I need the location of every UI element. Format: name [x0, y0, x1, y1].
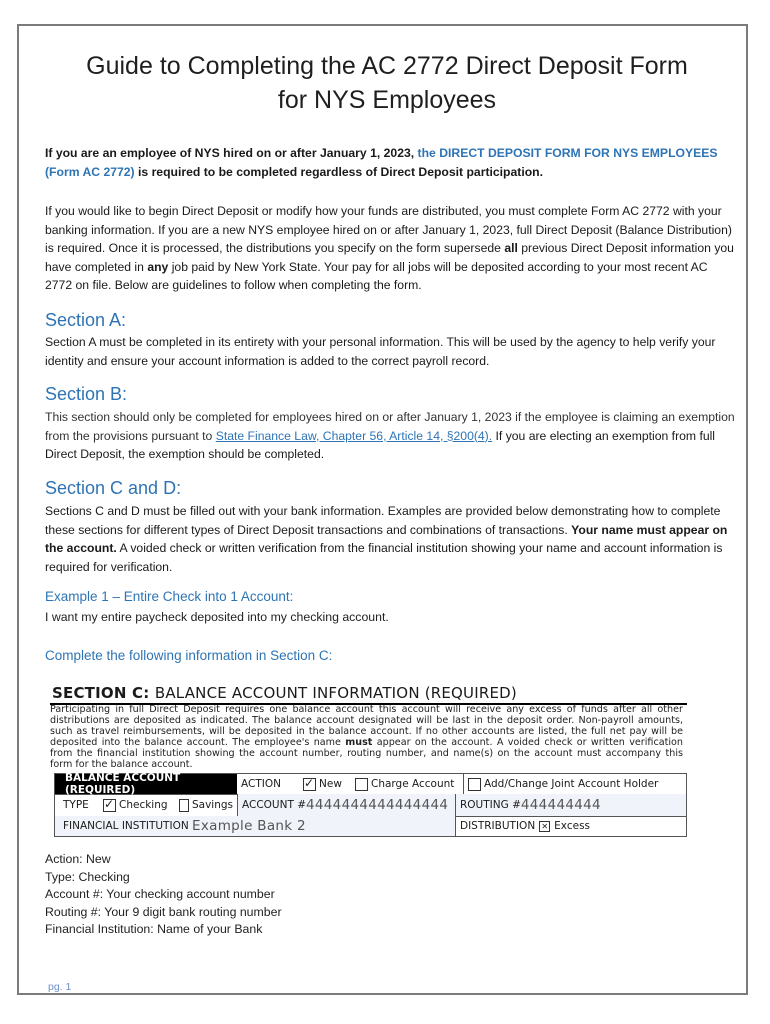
section-cd-body	[45, 502, 735, 576]
title-line-1: Guide to Completing the AC 2772 Direct Deposit Form	[86, 52, 688, 80]
distribution-checked-box[interactable]: ✕	[539, 821, 550, 832]
page-number: pg. 1	[48, 981, 72, 993]
section-c-form-sample	[50, 683, 687, 837]
joint-holder-checkbox[interactable]	[468, 778, 481, 791]
section-a-body: Section A must be completed in its entirety with your personal information. This will be used by the agency to help verify your identity and ensure your account information is added to the correct payroll record.	[45, 335, 716, 368]
form-row-type	[55, 794, 686, 817]
state-finance-law-link[interactable]: State Finance Law, Chapter 56, Article 14, §200(4).	[215, 428, 493, 443]
form-instructions-2: appear on the account. A voided check or written verification from the financial institution showing the account number, routing number, and name(s) on the account must accompany this form for the balance account.	[50, 737, 683, 770]
distribution-label: DISTRIBUTION	[460, 820, 536, 832]
form-section-title	[52, 684, 517, 702]
overview-paragraph	[45, 202, 735, 295]
section-b-heading: Section B:	[45, 384, 128, 404]
new-label: New	[319, 778, 342, 790]
title-line-2: for NYS Employees	[277, 86, 497, 114]
type-savings-option[interactable]	[175, 794, 237, 816]
overview-text-e: job paid by New York State. Your pay for all jobs will be deposited according to your most recent AC 2772 on file. Below are guidelines to follow when completing the form.	[45, 259, 708, 292]
checking-label: Checking	[119, 799, 168, 811]
form-instructions-must: must	[345, 737, 373, 748]
section-cd-heading: Section C and D:	[45, 478, 182, 498]
distribution-value: Excess	[554, 820, 591, 832]
financial-institution-label: FINANCIAL INSTITUTION	[63, 820, 189, 832]
balance-account-table	[54, 773, 687, 837]
summary-routing: Routing #: Your 9 digit bank routing number	[45, 905, 282, 919]
action-charge-option[interactable]	[351, 774, 463, 794]
charge-account-checkbox[interactable]	[355, 778, 368, 791]
section-b-text-1: This section should only be completed for employees hired on or after January 1, 2023 if the employee is claiming an exemption from the provisions pursuant to	[45, 410, 735, 443]
section-cd-text-2: A voided check or written verification from the financial institution showing your name and account information is required for verification.	[45, 541, 723, 574]
distribution-cell	[455, 816, 686, 836]
account-number-label: ACCOUNT #	[242, 799, 307, 811]
new-checkbox[interactable]	[303, 778, 316, 791]
account-number-value: 4444444444444444	[306, 797, 449, 813]
routing-number-value: 444444444	[520, 797, 601, 813]
joint-holder-label: Add/Change Joint Account Holder	[484, 778, 659, 790]
routing-number-label: ROUTING #	[460, 799, 521, 811]
summary-account: Account #: Your checking account number	[45, 887, 275, 901]
intro-text-1: If you are an employee of NYS hired on or after January 1, 2023,	[45, 146, 415, 160]
example-1-instruction: Complete the following information in Section C:	[45, 648, 333, 663]
form-row-action	[55, 774, 686, 795]
form-title-rest: BALANCE ACCOUNT INFORMATION (REQUIRED)	[154, 684, 517, 702]
section-cd-name-warning: Your name must appear on the account.	[45, 522, 728, 555]
overview-text-a: If you would like to begin Direct Deposit or modify how your funds are distributed, you must complete Form AC 2772 with your banking information. If you are a new NYS employee hired on or after January 1, 2023, full Direct Deposit (Balance Distribution) is required. Once it is processed, the distributions you specify on the form supersede	[45, 204, 732, 255]
section-b-text-2: If you are electing an exemption from full Direct Deposit, the exemption should be completed.	[45, 428, 716, 461]
form-title-bold: SECTION C:	[52, 684, 150, 702]
intro-text-2: is required to be completed regardless of Direct Deposit participation.	[138, 164, 544, 179]
charge-account-label: Charge Account	[371, 778, 455, 790]
summary-type: Type: Checking	[45, 870, 130, 884]
account-number-cell[interactable]	[237, 794, 455, 816]
section-b-body	[45, 408, 735, 464]
overview-text-c: previous Direct Deposit information you have completed in	[45, 241, 734, 274]
overview-emph-any: any	[147, 259, 169, 274]
action-joint-option[interactable]	[463, 774, 674, 794]
balance-account-header: BALANCE ACCOUNT (REQUIRED)	[55, 774, 237, 794]
intro-form-name: the DIRECT DEPOSIT FORM FOR NYS EMPLOYEES (Form AC 2772)	[45, 146, 718, 179]
overview-emph-all: all	[504, 241, 518, 255]
example-1-body: I want my entire paycheck deposited into my checking account.	[45, 610, 389, 624]
financial-institution-value: Example Bank 2	[192, 818, 306, 834]
form-instructions-1: Participating in full Direct Deposit requires one balance account this account will receive any excess of funds after all other distributions are deposited as indicated. The balance account designated will be last in the deposit order. Non-payroll amounts, such as travel reimbursements, will be deposited in the balance account. If no other accounts are listed, the full net pay will be deposited into the balance account. The employee's name	[50, 704, 683, 748]
summary-institution: Financial Institution: Name of your Bank	[45, 922, 263, 936]
financial-institution-cell[interactable]	[55, 816, 455, 836]
savings-label: Savings	[191, 799, 233, 811]
type-checking-option[interactable]	[99, 794, 175, 816]
form-instructions	[50, 704, 683, 770]
page-title	[40, 49, 734, 117]
savings-checkbox[interactable]	[179, 799, 189, 812]
type-label: TYPE	[63, 799, 89, 811]
routing-number-cell[interactable]	[455, 794, 686, 816]
checking-checkbox[interactable]	[103, 799, 116, 812]
action-new-option[interactable]	[299, 774, 351, 794]
action-label: ACTION	[241, 778, 281, 790]
example-1-heading: Example 1 – Entire Check into 1 Account:	[45, 589, 294, 604]
form-row-institution	[55, 816, 686, 836]
section-a-heading: Section A:	[45, 310, 127, 330]
section-cd-text-1: Sections C and D must be filled out with your bank information. Examples are provided below demonstrating how to complete these sections for different types of Direct Deposit transactions and combinations of transactions.	[45, 504, 721, 537]
summary-action: Action: New	[45, 852, 111, 866]
intro-paragraph	[45, 144, 735, 181]
